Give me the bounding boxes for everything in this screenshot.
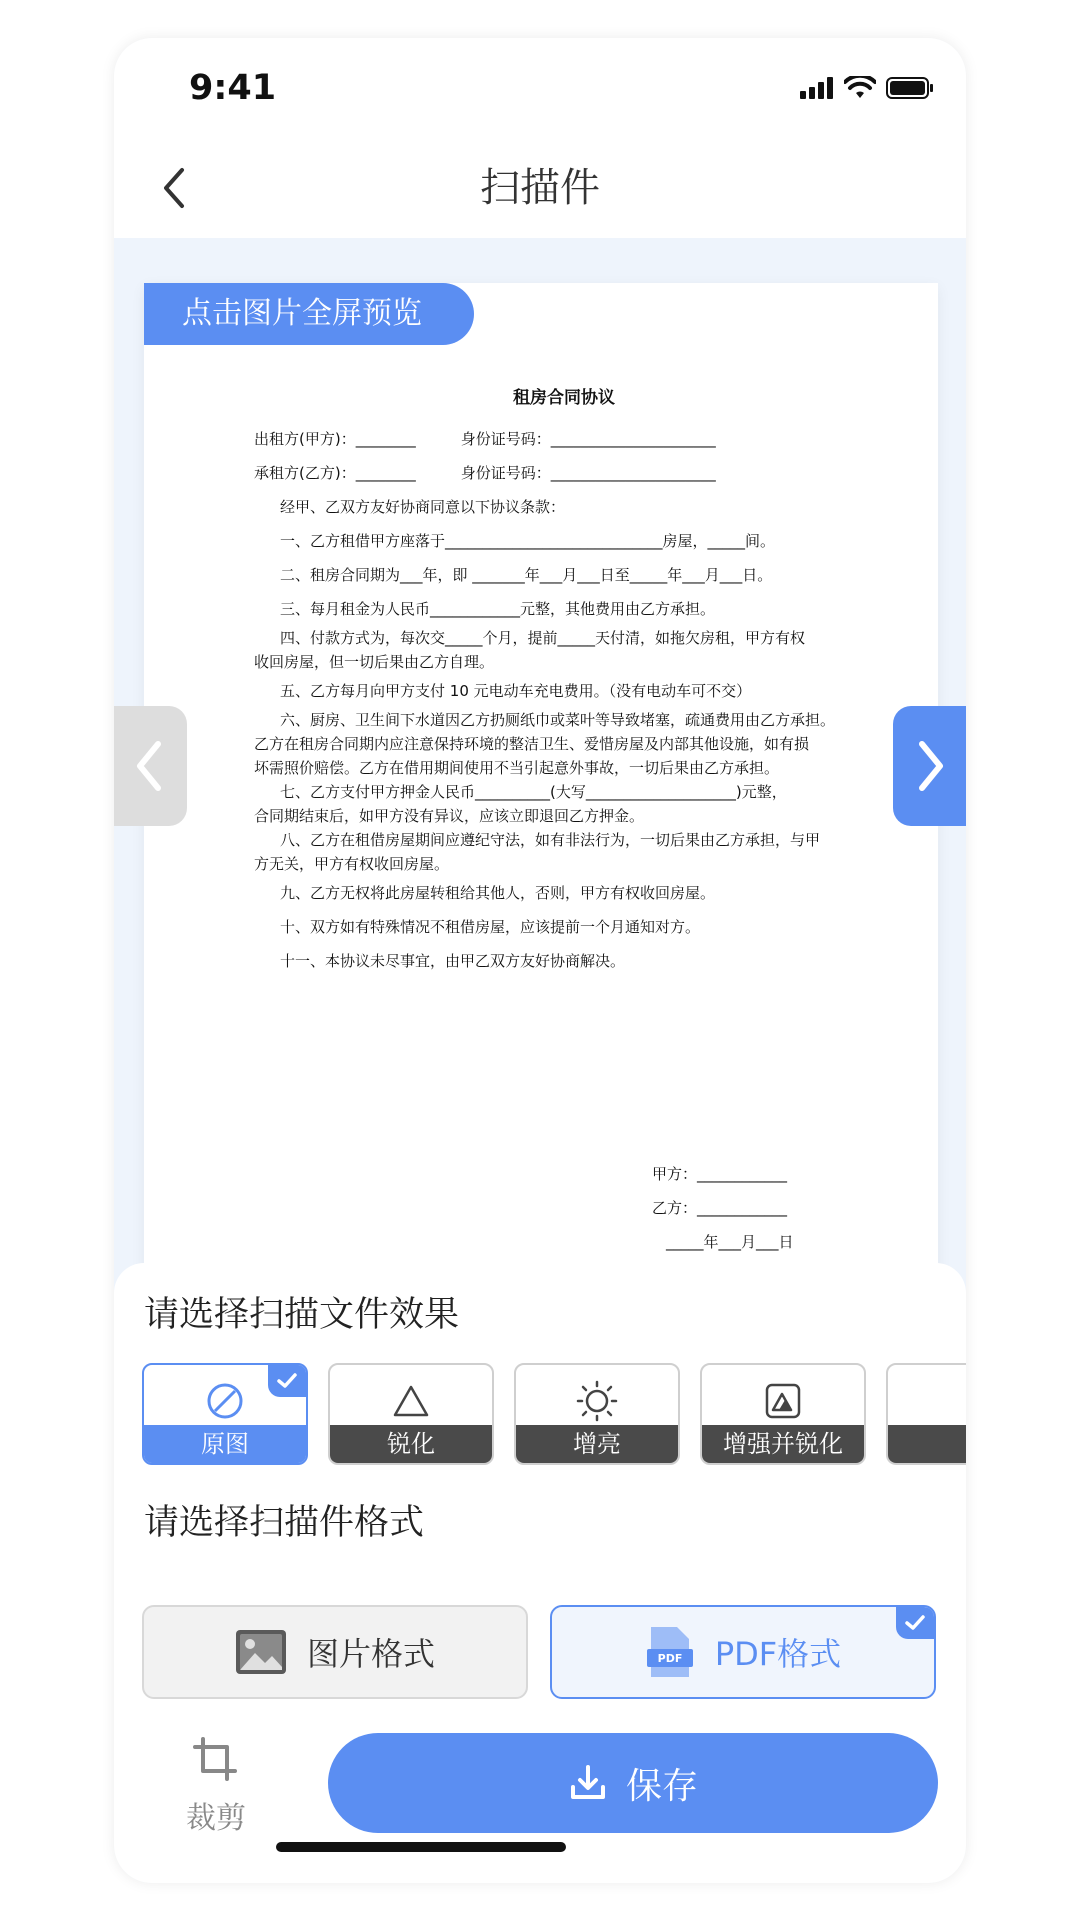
doc-line: 合同期结束后，如甲方没有异议，应该立即退回乙方押金。 (254, 807, 645, 825)
format-image-label: 图片格式 (306, 1635, 435, 1673)
effect-brighten[interactable] (514, 1363, 680, 1465)
doc-line: 一、乙方租借甲方座落于_____________________________房屋，_____间。 (280, 532, 776, 550)
doc-line: 收回房屋，但一切后果由乙方自理。 (254, 653, 495, 671)
brightness-icon (575, 1379, 619, 1423)
document-preview[interactable] (144, 283, 938, 1293)
download-icon (568, 1763, 608, 1803)
effect-original[interactable] (142, 1363, 308, 1465)
phone-frame (114, 38, 966, 1883)
doc-line: 九、乙方无权将此房屋转租给其他人，否则，甲方有权收回房屋。 (280, 884, 716, 902)
crop-icon (191, 1735, 241, 1783)
no-filter-icon (205, 1381, 245, 1421)
next-page-button[interactable] (893, 706, 966, 826)
doc-sign-date: _____年___月___日 (666, 1233, 794, 1251)
check-icon (896, 1607, 934, 1639)
page-title: 扫描件 (480, 165, 600, 211)
chevron-left-icon (114, 706, 187, 826)
doc-sign-b: 乙方：____________ (652, 1199, 788, 1217)
signal-icon (800, 77, 834, 99)
previous-page-button[interactable] (114, 706, 187, 826)
status-icons (800, 76, 934, 100)
doc-line: 方无关，甲方有权收回房屋。 (254, 855, 450, 873)
format-options (142, 1605, 936, 1699)
doc-line: 坏需照价赔偿。乙方在借用期间使用不当引起意外事故，一切后果由乙方承担。 (254, 759, 780, 777)
effect-label: 原图 (144, 1425, 306, 1463)
effect-label: 锐化 (330, 1425, 492, 1463)
pdf-icon (645, 1625, 695, 1679)
status-time: 9:41 (189, 68, 277, 108)
doc-line: 四、付款方式为，每次交_____个月，提前_____天付清，如拖欠房租，甲方有权 (280, 629, 806, 647)
document-content (254, 383, 854, 978)
doc-line: 承租方(乙方)：________ 身份证号码：______________________ (254, 464, 716, 482)
enhance-icon (763, 1381, 803, 1421)
effect-label: 增亮 (516, 1425, 678, 1463)
effect-enhance-sharpen[interactable] (700, 1363, 866, 1465)
format-title: 请选择扫描件格式 (144, 1503, 425, 1543)
format-pdf-label: PDF格式 (714, 1635, 842, 1673)
format-pdf-option[interactable] (550, 1605, 936, 1699)
doc-sign-a: 甲方：____________ (652, 1165, 788, 1183)
doc-line: 五、乙方每月向甲方支付 10 元电动车充电费用。（没有电动车可不交） (280, 682, 752, 700)
doc-line: 二、租房合同期为___年，即 _______年___月___日至_____年___月___日。 (280, 566, 773, 584)
save-label: 保存 (625, 1765, 698, 1807)
crop-button[interactable] (176, 1735, 256, 1837)
home-indicator (276, 1842, 566, 1852)
battery-icon (886, 76, 934, 100)
format-image-option[interactable] (142, 1605, 528, 1699)
effect-label (888, 1425, 966, 1463)
svg-text:PDF: PDF (657, 1652, 683, 1665)
effects-title: 请选择扫描文件效果 (144, 1295, 460, 1335)
doc-line: 三、每月租金为人民币____________元整，其他费用由乙方承担。 (280, 600, 716, 618)
header (114, 38, 966, 238)
doc-line: 经甲、乙双方友好协商同意以下协议条款： (280, 498, 566, 516)
crop-label: 裁剪 (186, 1801, 246, 1836)
doc-line: 乙方在租房合同期内应注意保持环境的整洁卫生、爱惜房屋及内部其他设施，如有损 (254, 735, 810, 753)
doc-line: 七、乙方支付甲方押金人民币__________(大写____________________)元整， (280, 783, 787, 801)
options-panel (114, 1263, 966, 1883)
triangle-icon (391, 1381, 431, 1421)
doc-title: 租房合同协议 (513, 388, 615, 408)
doc-line: 六、厨房、卫生间下水道因乙方扔厕纸巾或菜叶等导致堵塞，疏通费用由乙方承担。 (280, 711, 836, 729)
effects-list (142, 1363, 966, 1465)
doc-line: 十、双方如有特殊情况不租借房屋，应该提前一个月通知对方。 (280, 918, 701, 936)
doc-line: 八、乙方在租借房屋期间应遵纪守法，如有非法行为，一切后果由乙方承担，与甲 (280, 831, 821, 849)
chevron-right-icon (893, 706, 966, 826)
effect-sharpen[interactable] (328, 1363, 494, 1465)
effect-label: 增强并锐化 (702, 1425, 864, 1463)
effect-more[interactable] (886, 1363, 966, 1465)
doc-line: 十一、本协议未尽事宜，由甲乙双方友好协商解决。 (280, 952, 626, 970)
fullscreen-preview-badge[interactable]: 点击图片全屏预览 (144, 283, 474, 345)
save-button[interactable] (328, 1733, 938, 1833)
wifi-icon (844, 76, 876, 100)
doc-line: 出租方(甲方)：________ 身份证号码：______________________ (254, 430, 716, 448)
image-icon (235, 1629, 287, 1675)
check-icon (268, 1365, 306, 1397)
